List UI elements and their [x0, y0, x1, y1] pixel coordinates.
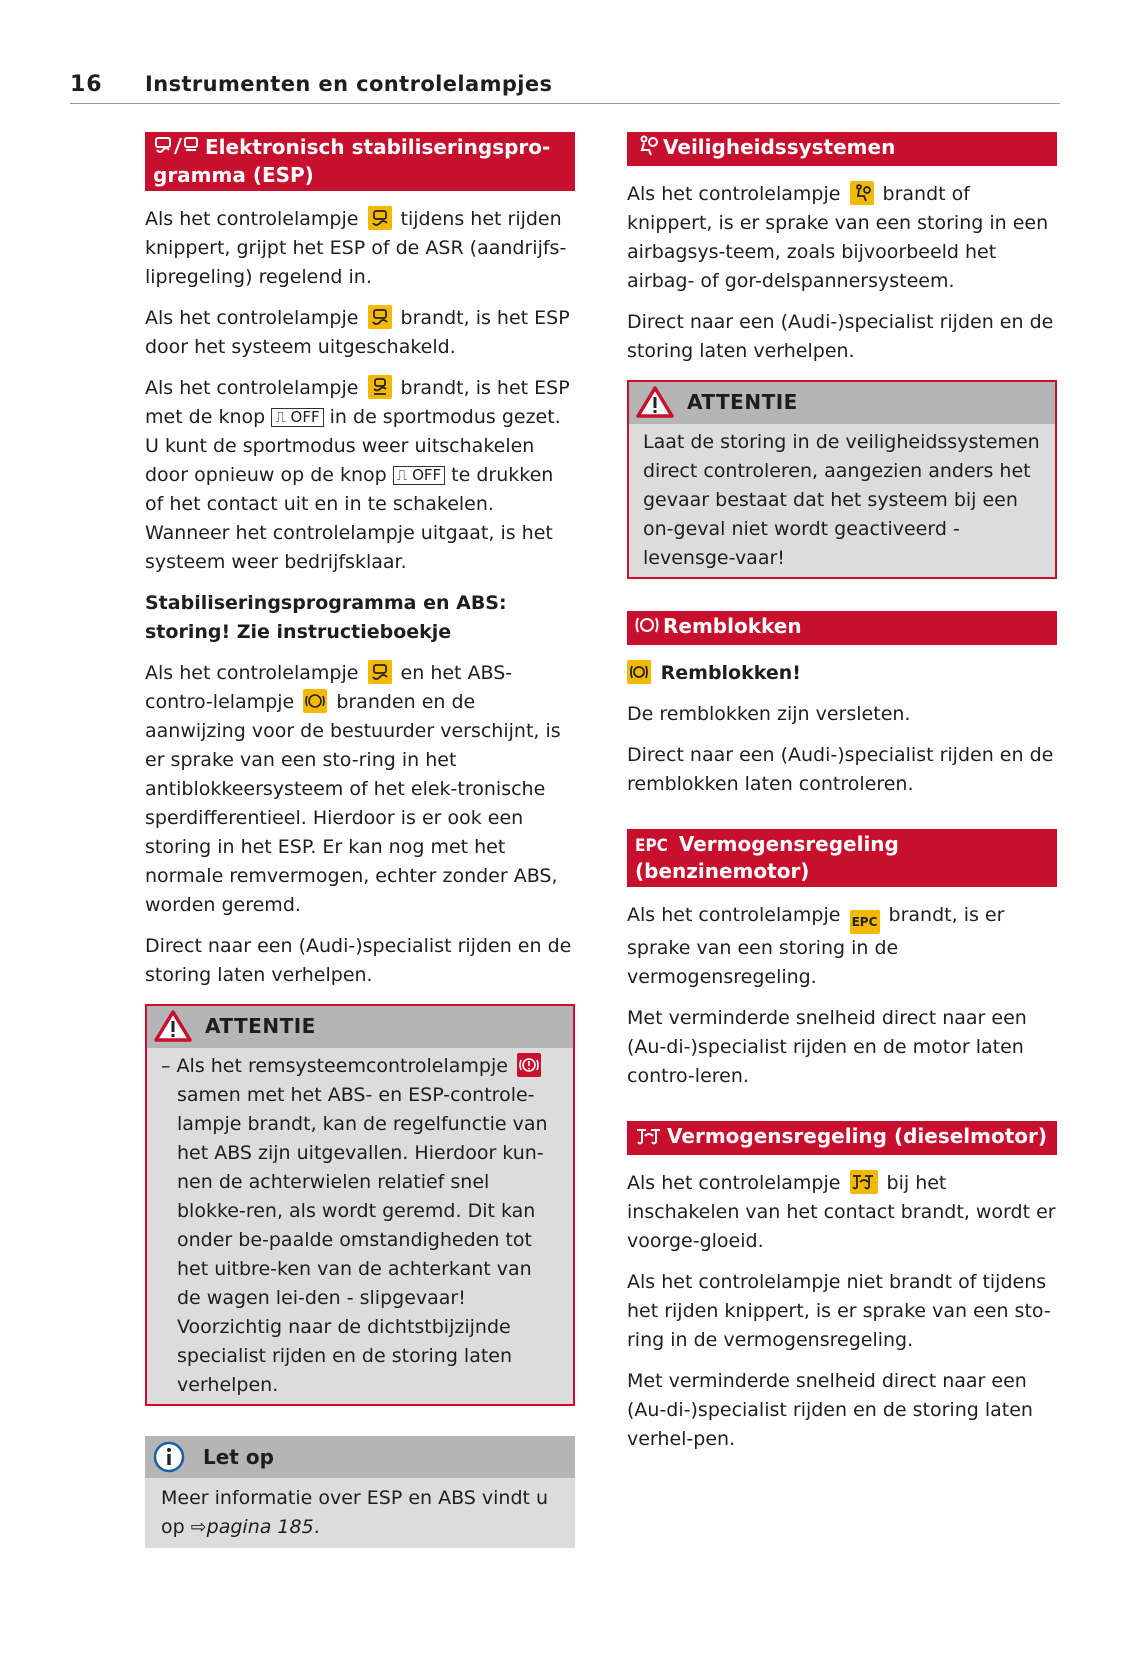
esp-warning-lamp-icon: [368, 206, 392, 230]
attention-box: [627, 380, 1057, 579]
esp-warning-lamp-icon: [368, 660, 392, 684]
brake-pads-heading-text: Remblokken: [663, 614, 802, 638]
safety-paragraph-1: Als het controlelampje brandt of knippert, is er sprake van een storing in een airbagsys-teem, zoals bijvoorbeeld het airbag- of gor-delspannersysteem.: [627, 183, 1049, 292]
esp-off-lamp-icon: [368, 375, 392, 399]
epc-heading-text: Vermogensregeling (benzinemotor): [635, 832, 899, 883]
esp-warning-lamp-icon: [368, 305, 392, 329]
diesel-section-heading: [627, 1121, 1057, 1155]
brake-pads-subheading: Remblokken!: [627, 659, 1057, 688]
epc-icon: EPC: [635, 836, 668, 856]
safety-section-heading: [627, 132, 1057, 166]
brake-pads-paragraph-2: Direct naar een (Audi-)specialist rijden en de remblokken laten controleren.: [627, 744, 1054, 795]
note-text: Meer informatie over ESP en ABS vindt u op ⇨pagina 185.: [161, 1487, 549, 1538]
glow-plug-icon: [635, 1126, 663, 1152]
diesel-heading-text: Vermogensregeling (dieselmotor): [667, 1124, 1048, 1148]
brake-pads-section-heading: [627, 611, 1057, 645]
esp-abs-subheading: Stabiliseringsprogramma en ABS: storing! Zie instructieboekje: [145, 592, 507, 643]
brake-system-lamp-icon: [517, 1053, 541, 1077]
attention-text: Laat de storing in de veiligheidssystemen direct controleren, aangezien anders het gevaar bestaat dat het systeem bij een on-geval niet wordt geactiveerd - levensge-vaar!: [643, 431, 1040, 569]
esp-off-button-icon: ⎍ OFF: [271, 408, 323, 427]
right-column: [627, 132, 1057, 1466]
note-title: Let op: [203, 1445, 274, 1469]
esp-paragraph-4: Als het controlelampje en het ABS-contro-lelampje branden en de aanwijzing voor de bestuurder verschijnt, is er sprake van een sto-ring in het antiblokkeersysteem of het elek-tronische sperdifferentieel. Hierdoor is er ook een storing in het ESP. Er kan nog met het normale remvermogen, echter zonder ABS, worden geremd.: [145, 662, 561, 916]
page-number: 16: [70, 72, 103, 97]
page-title: Instrumenten en controlelampjes: [145, 72, 553, 96]
abs-lamp-icon: [303, 689, 327, 713]
info-icon: [153, 1441, 185, 1473]
esp-paragraph-3: Als het controlelampje brandt, is het ESP met de knop ⎍ OFF in de sportmodus gezet. U kunt de sportmodus weer uitschakelen door opnieuw op de knop ⎍ OFF te drukken of het contact uit en in te schakelen. Wanneer het controlelampje uitgaat, is het systeem weer bedrijfsklaar.: [145, 377, 570, 573]
esp-section-heading: [145, 132, 575, 191]
arrow-icon: ⇨: [190, 1516, 207, 1538]
page-header: [70, 70, 1060, 104]
page-reference-link[interactable]: pagina 185: [206, 1516, 314, 1538]
brake-pads-paragraph-1: De remblokken zijn versleten.: [627, 703, 911, 725]
attention-text: – Als het remsysteemcontrolelampje samen met het ABS- en ESP-controle-lampje brandt, kan de regelfunctie van het ABS zijn uitgevallen. Hierdoor kun-nen de achterwielen relatief snel blokke-ren, als wordt geremd. Dit kan onder be-paalde omstandigheden tot het uitbre-ken van de achterkant van de wagen lei-den - slipgevaar! Voorzichtig naar de dichtstbijzijnde specialist rijden en de storing laten verhelpen.: [161, 1055, 548, 1396]
warning-triangle-icon: [153, 1009, 193, 1043]
diesel-paragraph-1: Als het controlelampje bij het inschakelen van het contact brandt, wordt er voorge-gloeid.: [627, 1172, 1056, 1252]
esp-heading-text: Elektronisch stabiliseringspro-gramma (ESP): [153, 135, 551, 187]
esp-paragraph-5: Direct naar een (Audi-)specialist rijden en de storing laten verhelpen.: [145, 935, 572, 986]
epc-paragraph-2: Met verminderde snelheid direct naar een (Au-di-)specialist rijden en de motor laten contro-leren.: [627, 1007, 1027, 1087]
brake-pad-lamp-icon: [627, 660, 651, 684]
diesel-paragraph-3: Met verminderde snelheid direct naar een (Au-di-)specialist rijden en de storing laten verhel-pen.: [627, 1370, 1033, 1450]
attention-box: [145, 1004, 575, 1406]
brake-pad-icon: [635, 614, 659, 642]
epc-section-heading: [627, 829, 1057, 887]
esp-off-button-icon: ⎍ OFF: [393, 466, 445, 485]
warning-triangle-icon: [635, 385, 675, 419]
safety-heading-text: Veiligheidssystemen: [663, 135, 896, 159]
safety-paragraph-2: Direct naar een (Audi-)specialist rijden en de storing laten verhelpen.: [627, 311, 1054, 362]
glow-plug-lamp-icon: [850, 1170, 878, 1194]
note-box: [145, 1436, 575, 1548]
esp-paragraph-1: Als het controlelampje tijdens het rijden knippert, grijpt het ESP of de ASR (aandrijfs-lipregeling) regelend in.: [145, 208, 567, 288]
diesel-paragraph-2: Als het controlelampje niet brandt of tijdens het rijden knippert, is er sprake van een sto-ring in de vermogensregeling.: [627, 1271, 1051, 1351]
attention-title: ATTENTIE: [687, 390, 798, 414]
airbag-icon: [635, 135, 659, 163]
left-column: [145, 132, 575, 1548]
esp-paragraph-2: Als het controlelampje brandt, is het ESP door het systeem uitgeschakeld.: [145, 307, 570, 358]
esp-icon: [153, 135, 201, 163]
attention-title: ATTENTIE: [205, 1014, 316, 1038]
epc-paragraph-1: Als het controlelampje EPC brandt, is er sprake van een storing in de vermogensregeling.: [627, 904, 1005, 988]
epc-lamp-icon: EPC: [850, 910, 880, 934]
airbag-lamp-icon: [850, 181, 874, 205]
